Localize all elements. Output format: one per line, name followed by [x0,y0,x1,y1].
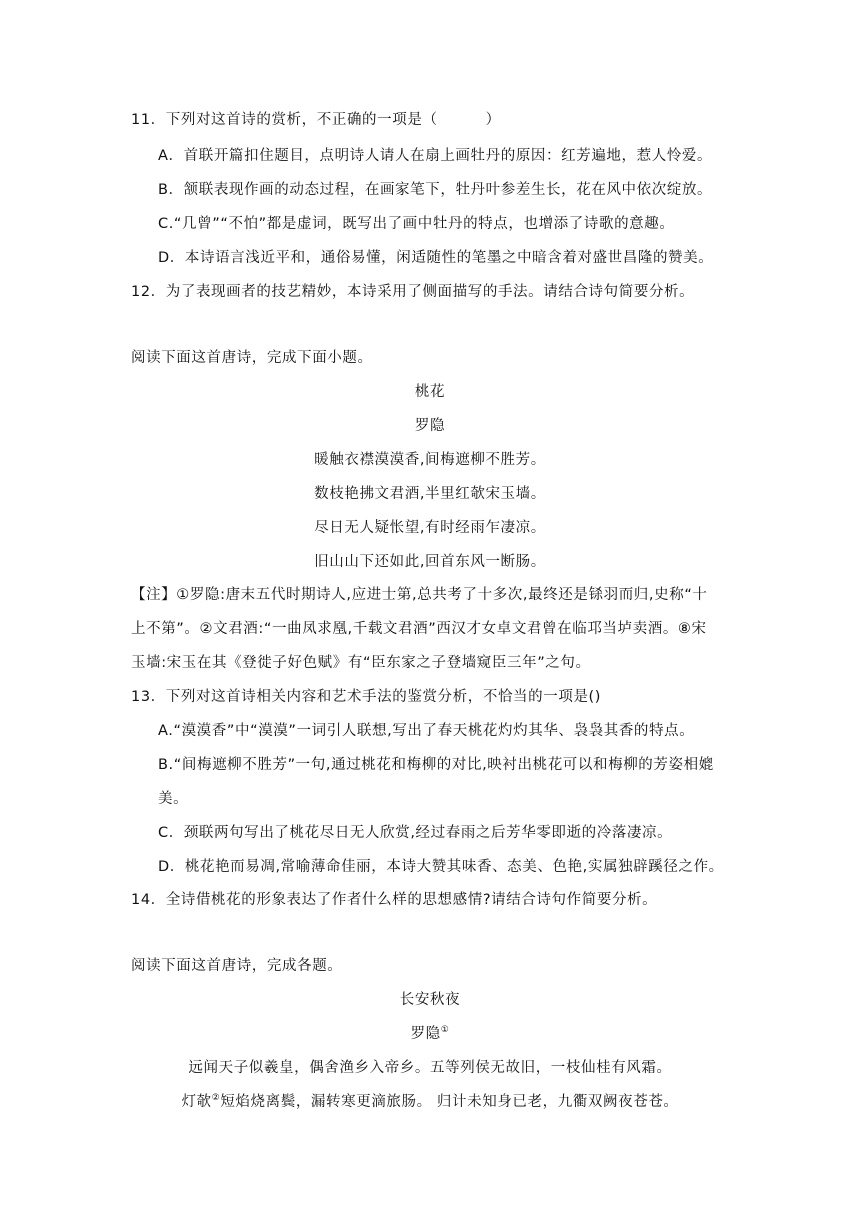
poem-author-taohua: 罗隐 [414,418,446,434]
poem-line: 暖触衣襟漠漠香,间梅遮柳不胜芳。 [314,452,546,468]
poem-title-changan: 长安秋夜 [399,992,461,1008]
question-11-option-c: C.“几曾”“不怕”都是虚词，既写出了画中牡丹的特点，也增添了诗歌的意趣。 [158,216,675,232]
poem-line-rest: 短焰烧离鬓，漏转寒更滴旅肠。 归计未知身已老，九衢双阙夜苍苍。 [220,1094,679,1110]
question-11-option-d: D．本诗语言浅近平和，通俗易懂，闲适随性的笔墨之中暗含着对盛世昌隆的赞美。 [158,250,714,266]
footnote-marker: ② [211,1093,221,1104]
question-13-option-b-cont: 美。 [158,791,189,807]
question-13-option-b: B.“间梅遮柳不胜芳”一句,通过桃花和梅柳的对比,映衬出桃花可以和梅柳的芳姿相媲 [158,757,714,773]
poem-line: 尽日无人疑怅望,有时经雨乍凄凉。 [314,520,546,536]
author-name: 罗隐 [410,1026,441,1042]
reading-intro-2: 阅读下面这首唐诗，完成下面小题。 [131,350,373,366]
poem-line-start: 灯欹 [181,1094,212,1110]
question-12: 12．为了表现画者的技艺精妙，本诗采用了侧面描写的手法。请结合诗句简要分析。 [131,284,695,300]
poem-line: 远闻天子似羲皇，偶舍渔乡入帝乡。五等列侯无故旧，一枝仙桂有风霜。 [188,1060,672,1076]
poem-line: 数枝艳拂文君酒,半里红欹宋玉墙。 [314,486,546,502]
question-11-option-a: A．首联开篇扣住题目，点明诗人请人在扇上画牡丹的原因：红芳遍地，惹人怜爱。 [158,148,713,164]
footnote-marker: ① [440,1025,450,1036]
poem-line: 旧山山下还如此,回首东风一断肠。 [314,554,546,570]
poem-note-line: 【注】①罗隐:唐末五代时期诗人,应进士第,总共考了十多次,最终还是铩羽而归,史称“十 [131,587,708,603]
reading-intro-3: 阅读下面这首唐诗，完成各题。 [131,958,343,974]
question-13-option-d: D．桃花艳而易凋,常喻薄命佳丽，本诗大赞其味香、态美、色艳,实属独辟蹊径之作。 [158,859,724,875]
question-11-stem-close: ） [485,112,501,128]
question-11-stem: 11．下列对这首诗的赏析，不正确的一项是（ [131,112,438,128]
poem-note-line: 玉墙:宋玉在其《登徙子好色赋》有“臣东家之子登墙窥臣三年”之句。 [131,655,591,671]
poem-title-taohua: 桃花 [414,384,446,400]
question-13-option-c: C．颈联两句写出了桃花尽日无人欣赏,经过春雨之后芳华零即逝的冷落凄凉。 [158,825,673,841]
question-11-option-b: B．颔联表现作画的动态过程，在画家笔下，牡丹叶参差生长，花在风中依次绽放。 [158,182,713,198]
question-14: 14．全诗借桃花的形象表达了作者什么样的思想感情?请结合诗句作简要分析。 [131,892,658,908]
question-11 [131,110,501,130]
question-13: 13．下列对这首诗相关内容和艺术手法的鉴赏分析，不恰当的一项是() [131,689,602,705]
question-13-option-a: A.“漠漠香”中“漠漠”一词引人联想,写出了春天桃花灼灼其华、袅袅其香的特点。 [158,723,695,739]
poem-author-changan [0,1024,860,1044]
poem-note-line: 上不第”。②文君酒:“一曲凤求凰,千载文君酒”西汉才女卓文君曾在临邛当垆卖酒。⑧宋 [131,621,707,637]
poem-line [0,1092,860,1112]
